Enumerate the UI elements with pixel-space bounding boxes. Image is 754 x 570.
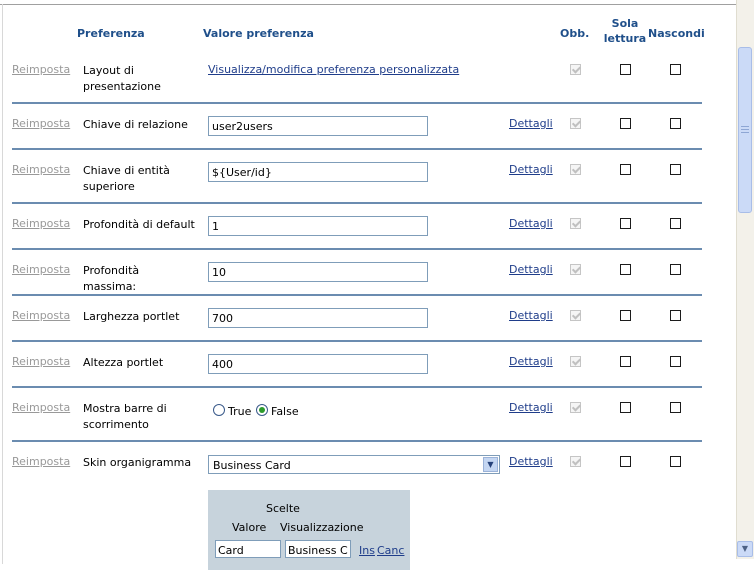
radio-false[interactable] xyxy=(256,404,268,416)
panel-left-border xyxy=(2,4,3,564)
readonly-checkbox[interactable] xyxy=(620,310,631,321)
choice-display-input[interactable] xyxy=(285,540,351,558)
hide-checkbox[interactable] xyxy=(670,456,681,467)
header-preference: Preferenza xyxy=(77,27,145,40)
header-required: Obb. xyxy=(560,27,590,40)
radio-true-label: True xyxy=(228,405,252,418)
choice-value-input[interactable] xyxy=(215,540,281,558)
pref-label: Skin organigramma xyxy=(83,456,192,469)
header-readonly-line2: lettura xyxy=(603,32,647,45)
pref-label: Mostra barre di scorrimento xyxy=(83,402,167,431)
choices-title: Scelte xyxy=(266,502,300,515)
required-checkbox xyxy=(570,310,581,321)
pref-label: Profondità di default xyxy=(83,218,195,231)
scrollbar-grip-line xyxy=(741,129,749,130)
details-link[interactable]: Dettagli xyxy=(509,117,553,130)
row-separator xyxy=(12,440,702,442)
parent-key-input[interactable]: ${User/id} xyxy=(208,162,428,182)
scroll-down-arrow-icon[interactable]: ▼ xyxy=(737,541,753,557)
details-link[interactable]: Dettagli xyxy=(509,355,553,368)
pref-label: Profondità massima: xyxy=(83,264,140,293)
reset-link[interactable]: Reimposta xyxy=(12,455,71,468)
radio-false-label: False xyxy=(271,405,299,418)
details-link[interactable]: Dettagli xyxy=(509,309,553,322)
portlet-width-input[interactable]: 700 xyxy=(208,308,428,328)
details-link[interactable]: Dettagli xyxy=(509,217,553,230)
hide-checkbox[interactable] xyxy=(670,310,681,321)
chevron-down-icon[interactable]: ▼ xyxy=(483,457,498,472)
readonly-checkbox[interactable] xyxy=(620,264,631,275)
choices-panel xyxy=(208,490,410,570)
readonly-checkbox[interactable] xyxy=(620,118,631,129)
scrollbar-grip-line xyxy=(741,126,749,127)
row-separator xyxy=(12,202,702,204)
row-separator xyxy=(12,248,702,250)
reset-link[interactable]: Reimposta xyxy=(12,217,71,230)
choices-col-display: Visualizzazione xyxy=(280,521,364,534)
panel-top-border xyxy=(0,4,736,5)
readonly-checkbox[interactable] xyxy=(620,402,631,413)
reset-link[interactable]: Reimposta xyxy=(12,163,71,176)
required-checkbox xyxy=(570,356,581,367)
reset-link[interactable]: Reimposta xyxy=(12,263,71,276)
required-checkbox xyxy=(570,64,581,75)
reset-link[interactable]: Reimposta xyxy=(12,355,71,368)
row-separator xyxy=(12,148,702,150)
default-depth-input[interactable]: 1 xyxy=(208,216,428,236)
row-separator xyxy=(12,294,702,296)
row-separator xyxy=(12,386,702,388)
scrollbar-thumb[interactable] xyxy=(738,47,752,213)
readonly-checkbox[interactable] xyxy=(620,218,631,229)
readonly-checkbox[interactable] xyxy=(620,164,631,175)
required-checkbox xyxy=(570,218,581,229)
hide-checkbox[interactable] xyxy=(670,64,681,75)
relation-key-input[interactable]: user2users xyxy=(208,116,428,136)
choices-col-value: Valore xyxy=(232,521,267,534)
radio-true[interactable] xyxy=(213,404,225,416)
required-checkbox xyxy=(570,164,581,175)
details-link[interactable]: Dettagli xyxy=(509,263,553,276)
reset-link[interactable]: Reimposta xyxy=(12,309,71,322)
required-checkbox xyxy=(570,264,581,275)
scrollbar-grip-line xyxy=(741,132,749,133)
header-hide: Nascondi xyxy=(648,27,705,40)
header-value: Valore preferenza xyxy=(203,27,314,40)
hide-checkbox[interactable] xyxy=(670,164,681,175)
pref-label: Larghezza portlet xyxy=(83,310,180,323)
org-skin-select[interactable] xyxy=(208,455,500,474)
details-link[interactable]: Dettagli xyxy=(509,401,553,414)
details-link[interactable]: Dettagli xyxy=(509,455,553,468)
required-checkbox xyxy=(570,456,581,467)
pref-label: Layout di presentazione xyxy=(83,64,161,93)
hide-checkbox[interactable] xyxy=(670,264,681,275)
hide-checkbox[interactable] xyxy=(670,356,681,367)
required-checkbox xyxy=(570,402,581,413)
pref-label: Altezza portlet xyxy=(83,356,164,369)
max-depth-input[interactable]: 10 xyxy=(208,262,428,282)
readonly-checkbox[interactable] xyxy=(620,356,631,367)
org-skin-selected-value: Business Card xyxy=(213,459,291,472)
readonly-checkbox[interactable] xyxy=(620,456,631,467)
custom-preference-link[interactable]: Visualizza/modifica preferenza personalizzata xyxy=(208,63,460,76)
reset-link[interactable]: Reimposta xyxy=(12,117,71,130)
insert-link[interactable]: Ins xyxy=(359,544,375,557)
reset-link[interactable]: Reimposta xyxy=(12,401,71,414)
pref-label: Chiave di entità superiore xyxy=(83,164,170,193)
required-checkbox xyxy=(570,118,581,129)
row-separator xyxy=(12,102,702,104)
reset-link[interactable]: Reimposta xyxy=(12,63,71,76)
header-readonly-line1: Sola xyxy=(611,17,639,30)
cancel-link[interactable]: Canc xyxy=(377,544,405,557)
hide-checkbox[interactable] xyxy=(670,218,681,229)
hide-checkbox[interactable] xyxy=(670,118,681,129)
hide-checkbox[interactable] xyxy=(670,402,681,413)
portlet-height-input[interactable]: 400 xyxy=(208,354,428,374)
details-link[interactable]: Dettagli xyxy=(509,163,553,176)
readonly-checkbox[interactable] xyxy=(620,64,631,75)
row-separator xyxy=(12,340,702,342)
pref-label: Chiave di relazione xyxy=(83,118,188,131)
header-readonly xyxy=(598,16,652,46)
